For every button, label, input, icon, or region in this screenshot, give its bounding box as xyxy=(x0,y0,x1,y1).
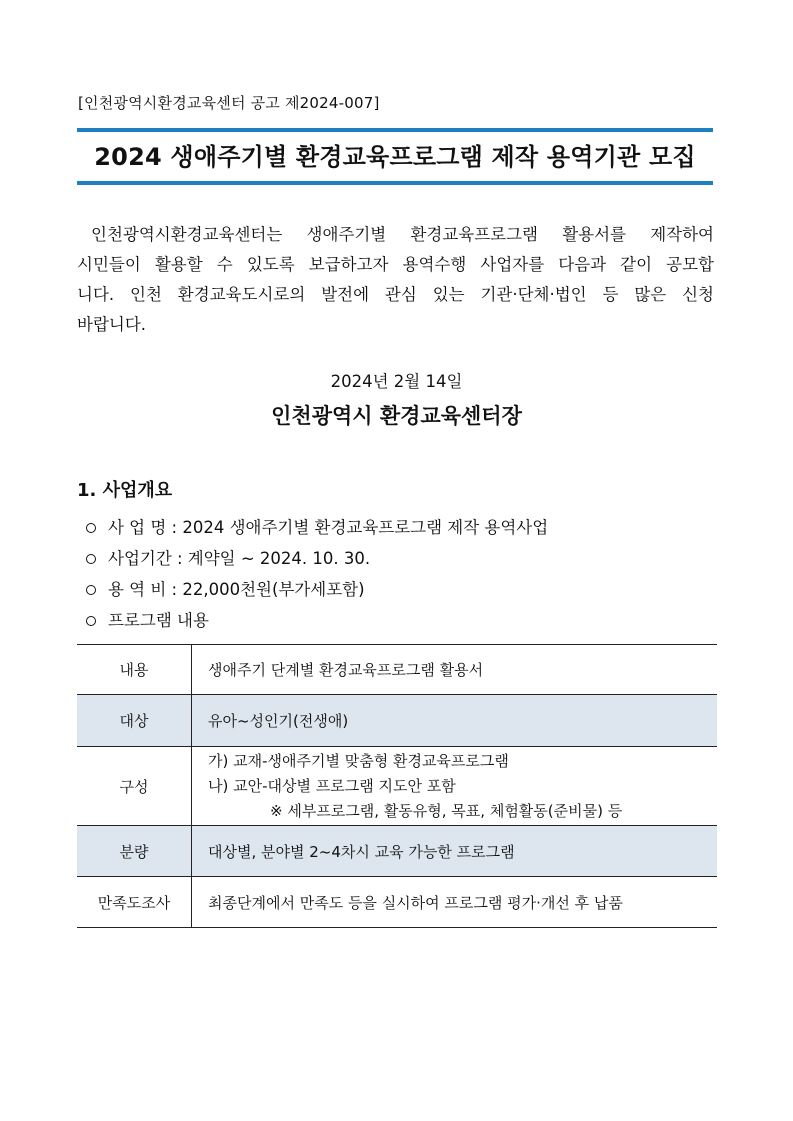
table-row-label: 만족도조사 xyxy=(77,877,192,928)
bullet-text: 용 역 비 : 22,000천원(부가세포함) xyxy=(108,580,365,599)
bullet-text: 사업기간 : 계약일 ~ 2024. 10. 30. xyxy=(108,549,371,568)
program-content-table xyxy=(77,644,717,928)
intro-line-3: 니다. 인천 환경교육도시로의 발전에 관심 있는 기관·단체·법인 등 많은 신청 xyxy=(77,285,714,304)
table-row xyxy=(77,695,717,747)
table-row-value: 생애주기 단계별 환경교육프로그램 활용서 xyxy=(208,661,484,679)
intro-paragraph xyxy=(77,220,714,340)
table-row-value xyxy=(192,747,718,826)
bullet-text: 사 업 명 : 2024 생애주기별 환경교육프로그램 제작 용역사업 xyxy=(108,518,549,537)
table-row-label: 분량 xyxy=(77,826,192,877)
composition-note: ※ 세부프로그램, 활동유형, 목표, 체험활동(준비물) 등 xyxy=(270,801,623,820)
table-row xyxy=(77,747,717,826)
composition-line: 가) 교재-생애주기별 맞춤형 환경교육프로그램 xyxy=(208,751,509,770)
intro-line-1: 인천광역시환경교육센터는 생애주기별 환경교육프로그램 활용서를 제작하여 xyxy=(91,225,714,244)
issuer-name: 인천광역시 환경교육센터장 xyxy=(271,404,522,428)
composition-line: 나) 교안-대상별 프로그램 지도안 포함 xyxy=(208,776,456,795)
table-row xyxy=(77,826,717,877)
table-row-value: 대상별, 분야별 2~4차시 교육 가능한 프로그램 xyxy=(192,826,718,877)
bullet-item xyxy=(86,543,548,574)
document-title: 2024 생애주기별 환경교육프로그램 제작 용역기관 모집 xyxy=(94,143,696,171)
bullet-text: 프로그램 내용 xyxy=(108,611,209,630)
section-title: 1. 사업개요 xyxy=(77,480,173,501)
circle-bullet-icon xyxy=(86,616,96,626)
table-row xyxy=(77,645,717,695)
table-row-label: 구성 xyxy=(77,747,192,826)
table-row-label: 대상 xyxy=(77,695,192,747)
bullet-list xyxy=(86,512,548,636)
table-row-value: 유아~성인기(전생애) xyxy=(192,695,718,747)
bullet-item xyxy=(86,512,548,543)
title-top-rule xyxy=(77,128,713,132)
intro-line-4: 바랍니다. xyxy=(77,315,147,334)
circle-bullet-icon xyxy=(86,523,96,533)
circle-bullet-icon xyxy=(86,554,96,564)
table-row xyxy=(77,877,717,928)
title-bottom-rule xyxy=(77,181,713,185)
circle-bullet-icon xyxy=(86,585,96,595)
bullet-item xyxy=(86,605,548,636)
notice-number: [인천광역시환경교육센터 공고 제2024-007] xyxy=(78,94,380,112)
announcement-date: 2024년 2월 14일 xyxy=(330,372,463,391)
intro-line-2: 시민들이 활용할 수 있도록 보급하고자 용역수행 사업자를 다음과 같이 공모합 xyxy=(77,255,714,274)
table-row-value: 최종단계에서 만족도 등을 실시하여 프로그램 평가·개선 후 납품 xyxy=(208,893,623,912)
bullet-item xyxy=(86,574,548,605)
table-row-label: 내용 xyxy=(77,645,192,695)
